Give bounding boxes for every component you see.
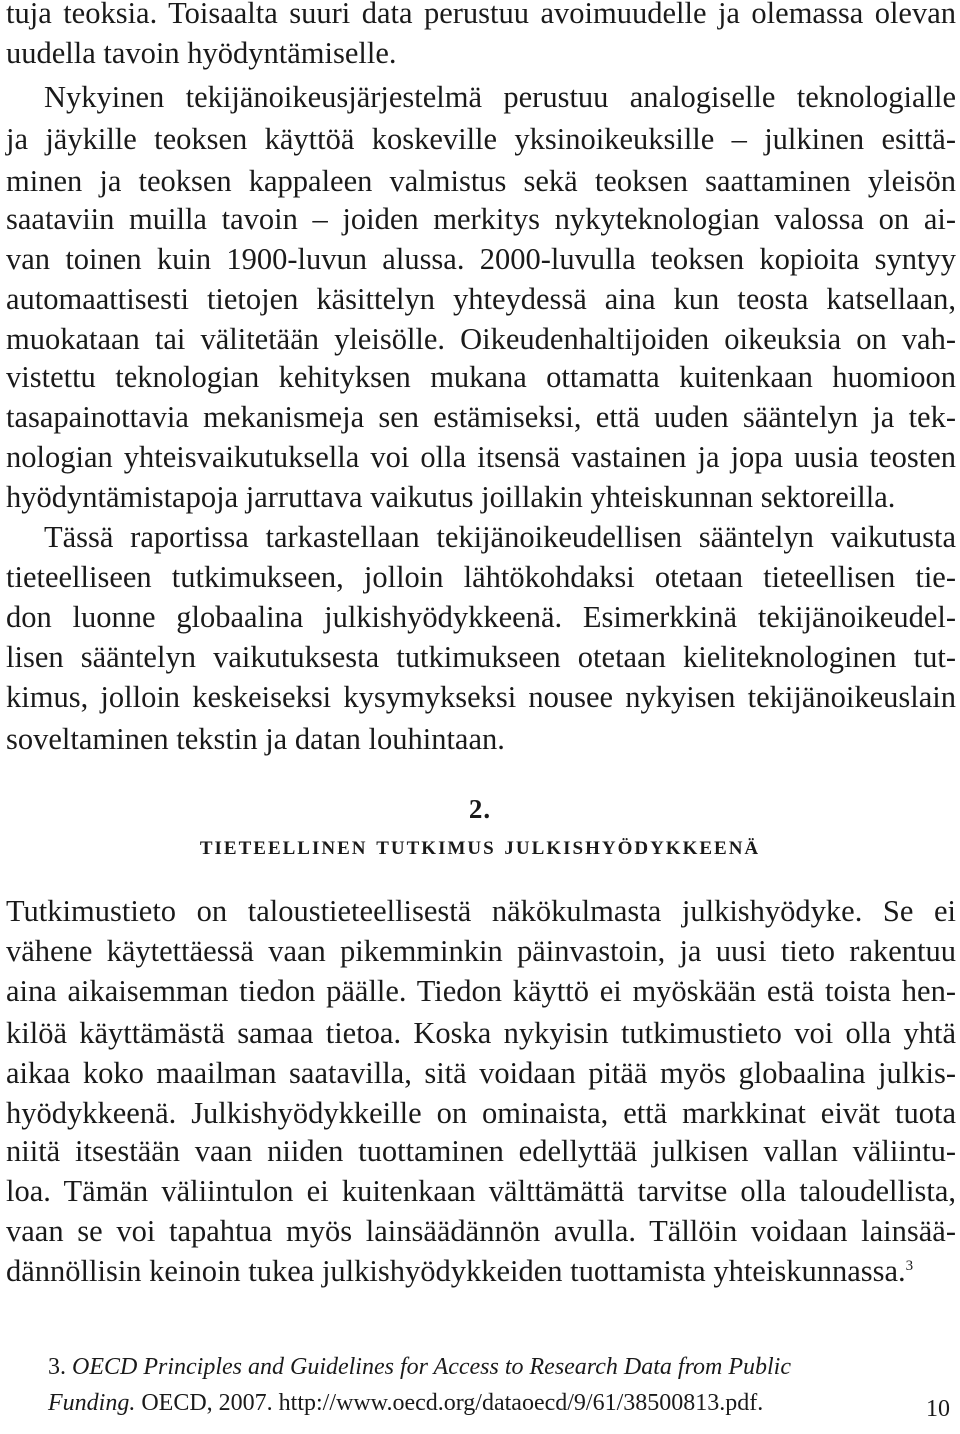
text-line: muokataan tai välitetään yleisölle. Oikeudenhaltijoiden oikeuksia on vah- (6, 322, 956, 356)
text-line: nologian yhteisvaikutuksella voi olla itsensä vastainen ja jopa uusia teosten (6, 440, 956, 474)
text-line: tasapainottavia mekanismeja sen estämiseksi, että uuden sääntelyn ja tek- (6, 400, 956, 434)
footnote-line (48, 1348, 791, 1386)
text-line: soveltaminen tekstin ja datan louhintaan. (6, 722, 505, 756)
text-line: don luonne globaalina julkishyödykkeenä. Esimerkkinä tekijänoikeudel- (6, 600, 956, 634)
text-line-content: dännöllisin keinoin tukea julkishyödykkeiden tuottamista yhteiskunnassa. (6, 1254, 906, 1288)
text-line: aina aikaisemman tiedon päälle. Tiedon käyttö ei myöskään estä toista hen- (6, 974, 956, 1008)
text-line: tuja teoksia. Toisaalta suuri data perustuu avoimuudelle ja olemassa olevan (6, 0, 956, 30)
text-line: Tässä raportissa tarkastellaan tekijänoikeudellisen sääntelyn vaikutusta (44, 520, 956, 554)
section-number: 2. (468, 794, 492, 824)
text-line: vähene käytettäessä vaan pikemminkin päinvastoin, ja uusi tieto rakentuu (6, 934, 956, 968)
text-line: hyödyntämistapoja jarruttava vaikutus joillakin yhteiskunnan sektoreilla. (6, 480, 896, 514)
text-line: kimus, jolloin keskeiseksi kysymykseksi nousee nykyisen tekijänoikeuslain (6, 680, 956, 714)
text-line: loa. Tämän väliintulon ei kuitenkaan välttämättä tarvitse olla taloudellista, (6, 1174, 956, 1208)
text-line: uudella tavoin hyödyntämiselle. (6, 36, 397, 70)
text-line: aikaa koko maailman saatavilla, sitä voidaan pitää myös globaalina julkis- (6, 1056, 956, 1090)
footnote-source: OECD, 2007. http://www.oecd.org/dataoecd/9/61/38500813.pdf. (135, 1390, 764, 1416)
text-line: automaattisesti tietojen käsittelyn yhteydessä aina kun teosta katsellaan, (6, 282, 956, 316)
text-line: niitä itsestään vaan niiden tuottaminen edellyttää julkisen vallan väliintu- (6, 1134, 956, 1168)
text-line: tieteelliseen tutkimukseen, jolloin lähtökohdaksi otetaan tieteellisen tie- (6, 560, 956, 594)
page-number: 10 (926, 1396, 950, 1422)
text-line: Nykyinen tekijänoikeusjärjestelmä perustuu analogiselle teknologialle (44, 80, 956, 114)
section-title: tieteellinen tutkimus julkishyödykkeenä (199, 830, 761, 860)
text-line: van toinen kuin 1900-luvun alussa. 2000-luvulla teoksen kopioita syntyy (6, 242, 956, 276)
footnote-title: OECD Principles and Guidelines for Access to Research Data from Public (72, 1354, 792, 1380)
text-line: vistettu teknologian kehityksen mukana ottamatta kuitenkaan huomioon (6, 360, 956, 394)
text-line: minen ja teoksen kappaleen valmistus sekä teoksen saattaminen yleisön (6, 164, 956, 198)
footnote-reference: 3 (905, 1257, 914, 1274)
text-line: vaan se voi tapahtua myös lainsäädännön avulla. Tällöin voidaan lainsää- (6, 1214, 956, 1248)
footnote-number: 3. (48, 1354, 66, 1380)
text-line: kilöä käyttämästä samaa tietoa. Koska nykyisin tutkimustieto voi olla yhtä (6, 1016, 956, 1050)
text-line: Tutkimustieto on taloustieteellisestä näkökulmasta julkishyödyke. Se ei (6, 894, 956, 928)
text-line: lisen sääntelyn vaikutuksesta tutkimukseen otetaan kieliteknologinen tut- (6, 640, 956, 674)
footnote-title-end: Funding. (48, 1390, 136, 1416)
text-line (6, 1248, 956, 1294)
footnote-line (48, 1384, 763, 1422)
text-line: hyödykkeenä. Julkishyödykkeille on ominaista, että markkinat eivät tuota (6, 1096, 956, 1130)
text-line: ja jäykille teoksen käyttöä koskeville yksinoikeuksille – julkinen esittä- (6, 122, 956, 156)
text-line: saataviin muilla tavoin – joiden merkitys nykyteknologian valossa on ai- (6, 202, 956, 236)
